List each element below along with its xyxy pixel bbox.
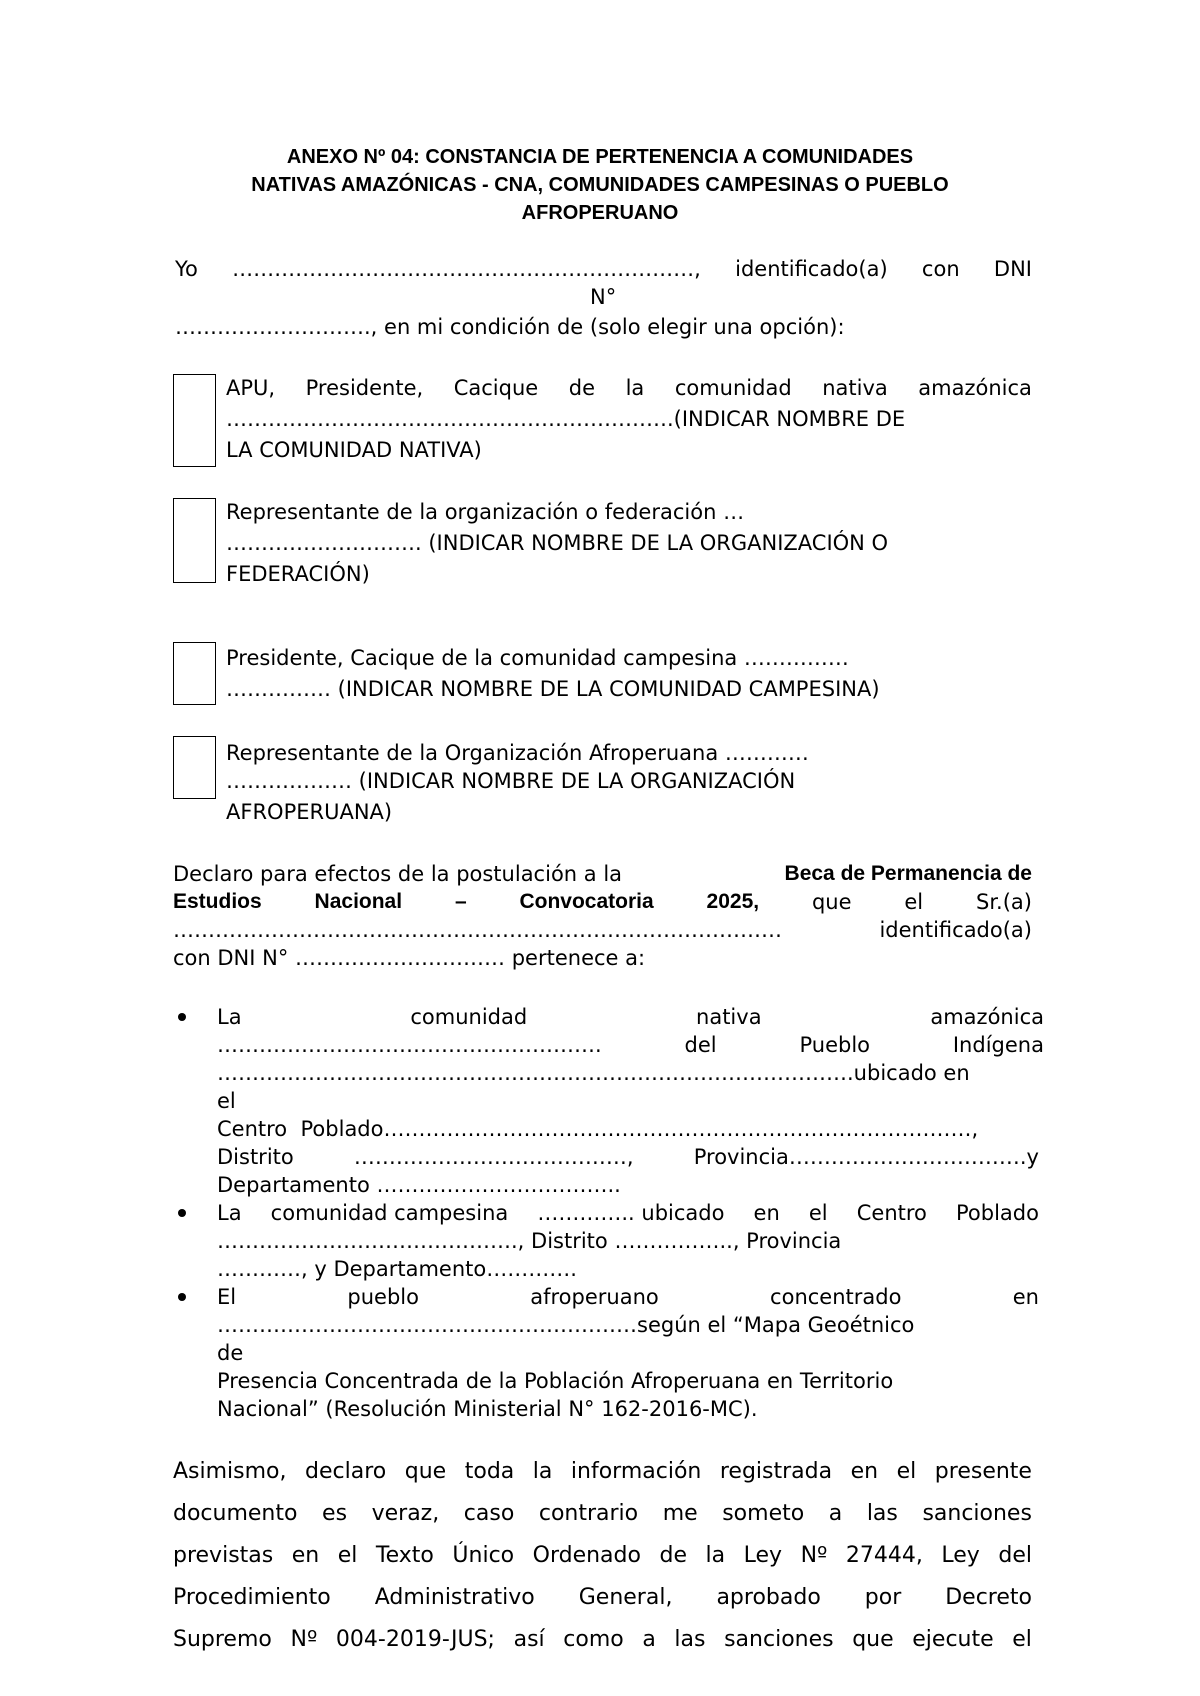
word: de <box>568 376 596 400</box>
word: la <box>705 1543 726 1568</box>
word: es <box>322 1501 348 1526</box>
title-line-2: NATIVAS AMAZÓNICAS - CNA, COMUNIDADES CAMPESINAS O PUEBLO <box>251 174 949 196</box>
word: 27444, <box>845 1543 923 1568</box>
option-campesina-checkbox[interactable] <box>173 642 216 705</box>
word: Poblado…………………………………………………………………………, <box>300 1117 979 1141</box>
text: , y Departamento…………. <box>301 1257 577 1281</box>
declaration-name-blank: …………………………………………………………………………… <box>173 918 782 942</box>
word: someto <box>722 1501 805 1526</box>
option-campesina-line-1: Presidente, Cacique de la comunidad campesina …………… <box>226 646 849 670</box>
word: como <box>563 1627 624 1652</box>
word: la <box>625 376 645 400</box>
word: previstas <box>173 1543 274 1568</box>
word: en <box>1012 1285 1039 1309</box>
text: ……………………………………., Distrito <box>217 1229 608 1253</box>
word: Distrito <box>217 1145 294 1169</box>
word: contrario <box>538 1501 639 1526</box>
option-afroperuana-checkbox[interactable] <box>173 736 216 799</box>
word: de <box>659 1543 687 1568</box>
word: pueblo <box>347 1285 419 1309</box>
word: amazónica <box>930 1005 1044 1029</box>
option-apu-line-1 <box>226 374 1032 402</box>
document-title <box>160 143 1040 227</box>
word: en <box>753 1201 780 1225</box>
word: por <box>864 1585 902 1610</box>
closing-line-3 <box>173 1535 1032 1577</box>
word: caso <box>463 1501 515 1526</box>
word: General, <box>578 1585 673 1610</box>
bullet-2-line-3 <box>217 1255 577 1283</box>
closing-line-5 <box>173 1619 1032 1661</box>
declaration-dni-blank: ………………………… <box>295 946 506 970</box>
intro-con: con <box>921 257 960 281</box>
word: nativa <box>696 1005 762 1029</box>
word: Supremo <box>173 1627 272 1652</box>
word: 004-2019-JUS; <box>335 1627 495 1652</box>
intro-line-1 <box>175 255 1032 283</box>
bullet-dot <box>178 1293 186 1301</box>
word: así <box>513 1627 545 1652</box>
word: del <box>684 1033 717 1057</box>
bullet-3-line-5: Nacional” (Resolución Ministerial N° 162-2016-MC). <box>217 1397 758 1421</box>
bullet-1-line-3: ……………………………………………………………………………….ubicado en <box>217 1061 970 1085</box>
word: 2025, <box>706 890 760 913</box>
word: las <box>866 1501 898 1526</box>
word: Centro <box>856 1201 927 1225</box>
word: El <box>217 1285 237 1309</box>
word: APU, <box>226 376 276 400</box>
word: Provincia…………………………….y <box>693 1145 1039 1169</box>
word: Nº <box>800 1543 828 1568</box>
word: Pueblo <box>799 1033 871 1057</box>
option-apu-line-3: LA COMUNIDAD NATIVA) <box>226 438 482 462</box>
word: Presidente, <box>305 376 424 400</box>
word: ………….. ubicado <box>537 1201 725 1225</box>
word: La <box>217 1201 242 1225</box>
declaration-line-3 <box>173 916 1032 944</box>
option-federacion-line-3: FEDERACIÓN) <box>226 562 370 586</box>
option-federacion-checkbox[interactable] <box>173 498 216 583</box>
word: Indígena <box>952 1033 1044 1057</box>
option-federacion-line-2: ………………………. (INDICAR NOMBRE DE LA ORGANIZACIÓN O <box>226 531 889 555</box>
word: sanciones <box>922 1501 1032 1526</box>
title-line-1: ANEXO Nº 04: CONSTANCIA DE PERTENENCIA A COMUNIDADES <box>286 146 914 168</box>
declaration-beca-name: Beca de Permanencia de <box>784 862 1032 885</box>
word: aprobado <box>716 1585 821 1610</box>
title-line-3: AFROPERUANO <box>521 202 679 224</box>
word: declaro <box>305 1459 387 1484</box>
word: el <box>337 1543 358 1568</box>
word: que <box>852 1627 894 1652</box>
word: amazónica <box>918 376 1032 400</box>
intro-yo: Yo <box>175 257 198 281</box>
word: Asimismo, <box>173 1459 287 1484</box>
word: Administrativo <box>374 1585 535 1610</box>
intro-name-blank: …………………………………………………………, <box>232 257 701 281</box>
word: que <box>404 1459 447 1484</box>
word: …………………………………, <box>353 1145 634 1169</box>
blank: ………… <box>217 1257 301 1281</box>
word: el <box>896 1459 917 1484</box>
word: La <box>217 1005 242 1029</box>
bullet-1-line-4: el <box>217 1089 236 1113</box>
word: ………………………………………………. <box>217 1033 602 1057</box>
word: Único <box>452 1543 515 1568</box>
option-federacion-line-1: Representante de la organización o federación … <box>226 500 745 524</box>
intro-line-3: ………………………., en mi condición de (solo elegir una opción): <box>175 315 845 339</box>
word: sanciones <box>724 1627 834 1652</box>
option-apu-line-2: ……………………………………………………….(INDICAR NOMBRE DE <box>226 407 906 431</box>
bullet-1-line-5 <box>217 1115 978 1143</box>
option-afroperuana-line-3: AFROPERUANA) <box>226 800 393 824</box>
bullet-3-line-2: ……………………………………………………según el “Mapa Geoétnico <box>217 1313 915 1337</box>
closing-line-1 <box>173 1451 1032 1493</box>
word: en <box>850 1459 879 1484</box>
word: Ley <box>941 1543 980 1568</box>
word: el <box>904 890 924 914</box>
word: Decreto <box>945 1585 1032 1610</box>
word: comunidad <box>410 1005 528 1029</box>
word: a <box>828 1501 843 1526</box>
word: me <box>662 1501 698 1526</box>
word: nativa <box>822 376 888 400</box>
word: Estudios <box>173 890 262 913</box>
option-apu-checkbox[interactable] <box>173 374 216 467</box>
word: Procedimiento <box>173 1585 331 1610</box>
word: presente <box>934 1459 1032 1484</box>
word: registrada <box>719 1459 833 1484</box>
bullet-1-line-7: Departamento …………………………….. <box>217 1173 621 1197</box>
word: en <box>291 1543 320 1568</box>
word: Centro <box>217 1117 288 1141</box>
bullet-dot <box>178 1209 186 1217</box>
bullet-2-line-1 <box>217 1199 1039 1227</box>
bullet-3-line-3: de <box>217 1341 244 1365</box>
option-afroperuana-line-1: Representante de la Organización Afroperuana ………… <box>226 741 809 765</box>
word: – <box>454 890 467 913</box>
bullet-3-line-1 <box>217 1283 1039 1311</box>
closing-line-4 <box>173 1577 1032 1619</box>
word: Nacional <box>314 890 403 913</box>
bullet-1-line-1 <box>217 1003 1044 1031</box>
option-campesina-line-2: …………… (INDICAR NOMBRE DE LA COMUNIDAD CAMPESINA) <box>226 677 880 701</box>
word: toda <box>464 1459 515 1484</box>
bullet-dot <box>178 1013 186 1021</box>
word: comunidad <box>674 376 792 400</box>
word: Convocatoria <box>519 890 654 913</box>
intro-n: N° <box>590 285 617 309</box>
word: información <box>570 1459 702 1484</box>
word: del <box>998 1543 1032 1568</box>
word: Sr.(a) <box>976 890 1032 914</box>
word: documento <box>173 1501 298 1526</box>
bullet-2-line-2 <box>217 1227 841 1255</box>
word: las <box>674 1627 706 1652</box>
declaration-identificado: identificado(a) <box>879 918 1032 942</box>
word: Cacique <box>453 376 539 400</box>
declaration-line-1 <box>173 860 1032 888</box>
declaration-dni-label: con DNI N° <box>173 946 289 970</box>
word: concentrado <box>770 1285 902 1309</box>
word: comunidad campesina <box>270 1201 509 1225</box>
word: Nº <box>290 1627 318 1652</box>
intro-dni: DNI <box>993 257 1032 281</box>
word: el <box>1012 1627 1032 1652</box>
bullet-1-line-2 <box>217 1031 1044 1059</box>
word: el <box>808 1201 828 1225</box>
declaration-line-4 <box>173 944 645 972</box>
closing-line-2 <box>173 1493 1032 1535</box>
blank: …………….. <box>614 1229 733 1253</box>
declaration-line-2 <box>173 888 1032 916</box>
word: Poblado <box>955 1201 1039 1225</box>
word: que <box>811 890 852 914</box>
word: Ley <box>743 1543 783 1568</box>
declaration-text: Declaro para efectos de la postulación a la <box>173 862 623 886</box>
word: veraz, <box>371 1501 440 1526</box>
intro-identificado: identificado(a) <box>735 257 888 281</box>
text: , Provincia <box>732 1229 842 1253</box>
word: ejecute <box>912 1627 994 1652</box>
word: afroperuano <box>530 1285 659 1309</box>
word: Ordenado <box>532 1543 641 1568</box>
word: a <box>642 1627 656 1652</box>
word: la <box>532 1459 553 1484</box>
bullet-1-line-6 <box>217 1143 1039 1171</box>
word: Texto <box>375 1543 434 1568</box>
option-afroperuana-line-2: ……………… (INDICAR NOMBRE DE LA ORGANIZACIÓN <box>226 769 796 793</box>
bullet-3-line-4: Presencia Concentrada de la Población Afroperuana en Territorio <box>217 1369 894 1393</box>
declaration-pertenece: pertenece a: <box>511 946 646 970</box>
